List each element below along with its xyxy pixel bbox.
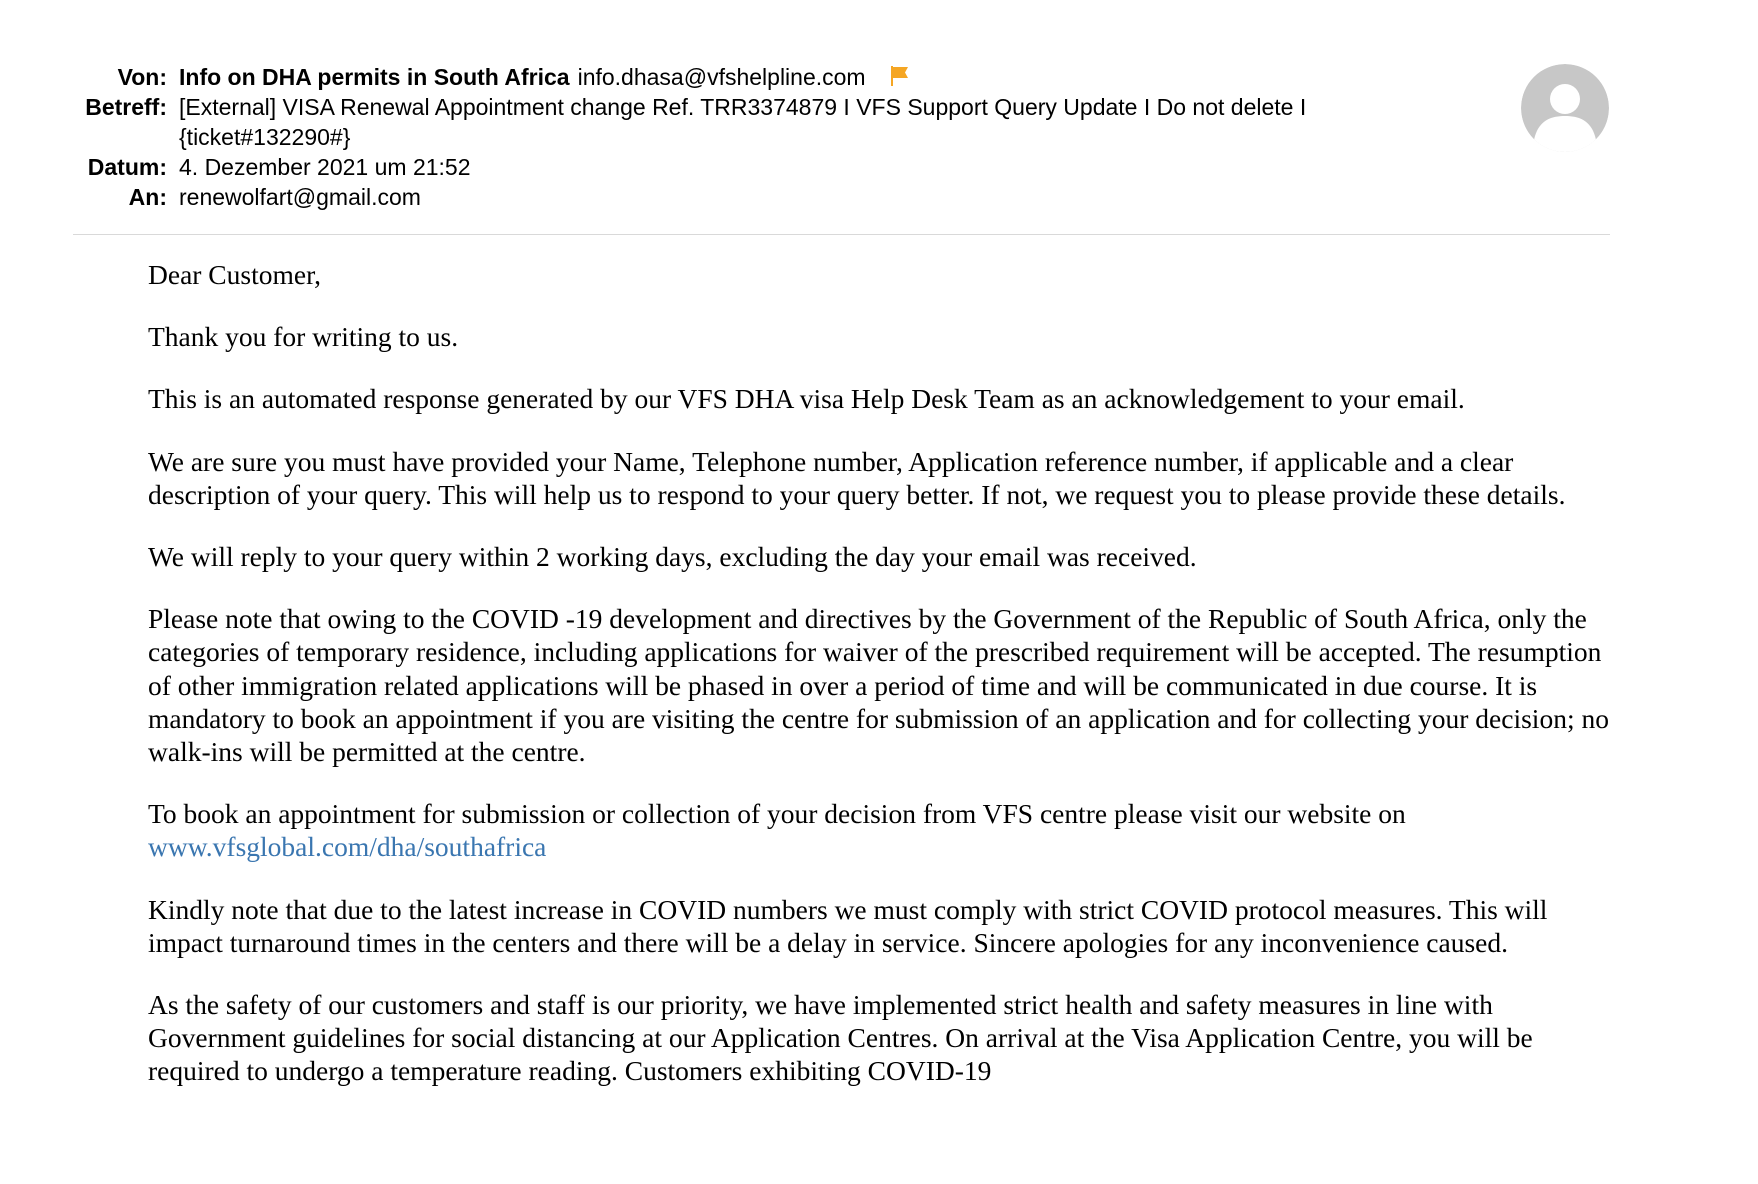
person-avatar-icon[interactable] — [1521, 64, 1609, 152]
paragraph-safety: As the safety of our customers and staff is our priority, we have implemented strict health and safety measures in line with Government guidelines for social distancing at our Application Centres. On arrival at the Visa Application Centre, you will be required to undergo a temperature reading. Customers exhibiting COVID-19 — [148, 989, 1533, 1087]
sender-name[interactable]: Info on DHA permits in South Africa — [179, 64, 570, 90]
subject-label: Betreff: — [85, 94, 167, 120]
subject-value: [External] VISA Renewal Appointment change Ref. TRR3374879 I VFS Support Query Update I Do not delete I {ticket#132290#} — [179, 94, 1307, 150]
paragraph-booking — [148, 797, 1618, 863]
message-body — [148, 258, 1618, 1117]
booking-text: To book an appointment for submission or collection of your decision from VFS centre please visit our website on — [148, 798, 1406, 830]
from-row — [0, 62, 1620, 92]
paragraph-covid-delays: Kindly note that due to the latest increase in COVID numbers we must comply with strict COVID protocol measures. This will impact turnaround times in the centers and there will be a delay in service. Sincere apologies for any inconvenience caused. — [148, 893, 1548, 958]
paragraph-details-request: We are sure you must have provided your Name, Telephone number, Application reference number, if applicable and a clear description of your query. This will help us to respond to your query better. If not, we request you to please provide these details. — [148, 445, 1566, 510]
flag-icon[interactable] — [888, 64, 912, 88]
date-value: 4. Dezember 2021 um 21:52 — [179, 154, 471, 180]
greeting: Dear Customer, — [148, 259, 322, 290]
header-divider — [73, 234, 1610, 235]
to-value[interactable]: renewolfart@gmail.com — [179, 184, 421, 210]
from-label: Von: — [117, 64, 167, 90]
date-label: Datum: — [87, 154, 167, 180]
paragraph-auto-response: This is an automated response generated by our VFS DHA visa Help Desk Team as an acknowledgement to your email. — [148, 383, 1465, 415]
paragraph-reply-time: We will reply to your query within 2 working days, excluding the day your email was received. — [148, 541, 1197, 573]
to-row — [0, 182, 1620, 212]
date-row — [0, 152, 1620, 182]
mail-header — [0, 62, 1620, 212]
paragraph-thanks: Thank you for writing to us. — [148, 321, 459, 353]
to-label: An: — [128, 184, 167, 210]
paragraph-covid-notice: Please note that owing to the COVID -19 development and directives by the Government of the Republic of South Africa, only the categories of temporary residence, including applications for waiver of the prescribed requirement will be accepted. The resumption of other immigration related applications will be phased in over a period of time and will be communicated in due course. It is mandatory to book an appointment if you are visiting the centre for submission of an application and for collecting your decision; no walk-ins will be permitted at the centre. — [148, 603, 1609, 768]
vfs-website-link[interactable]: www.vfsglobal.com/dha/southafrica — [148, 831, 547, 863]
sender-address[interactable]: info.dhasa@vfshelpline.com — [577, 64, 866, 90]
subject-row — [0, 92, 1620, 152]
from-value — [179, 62, 912, 92]
